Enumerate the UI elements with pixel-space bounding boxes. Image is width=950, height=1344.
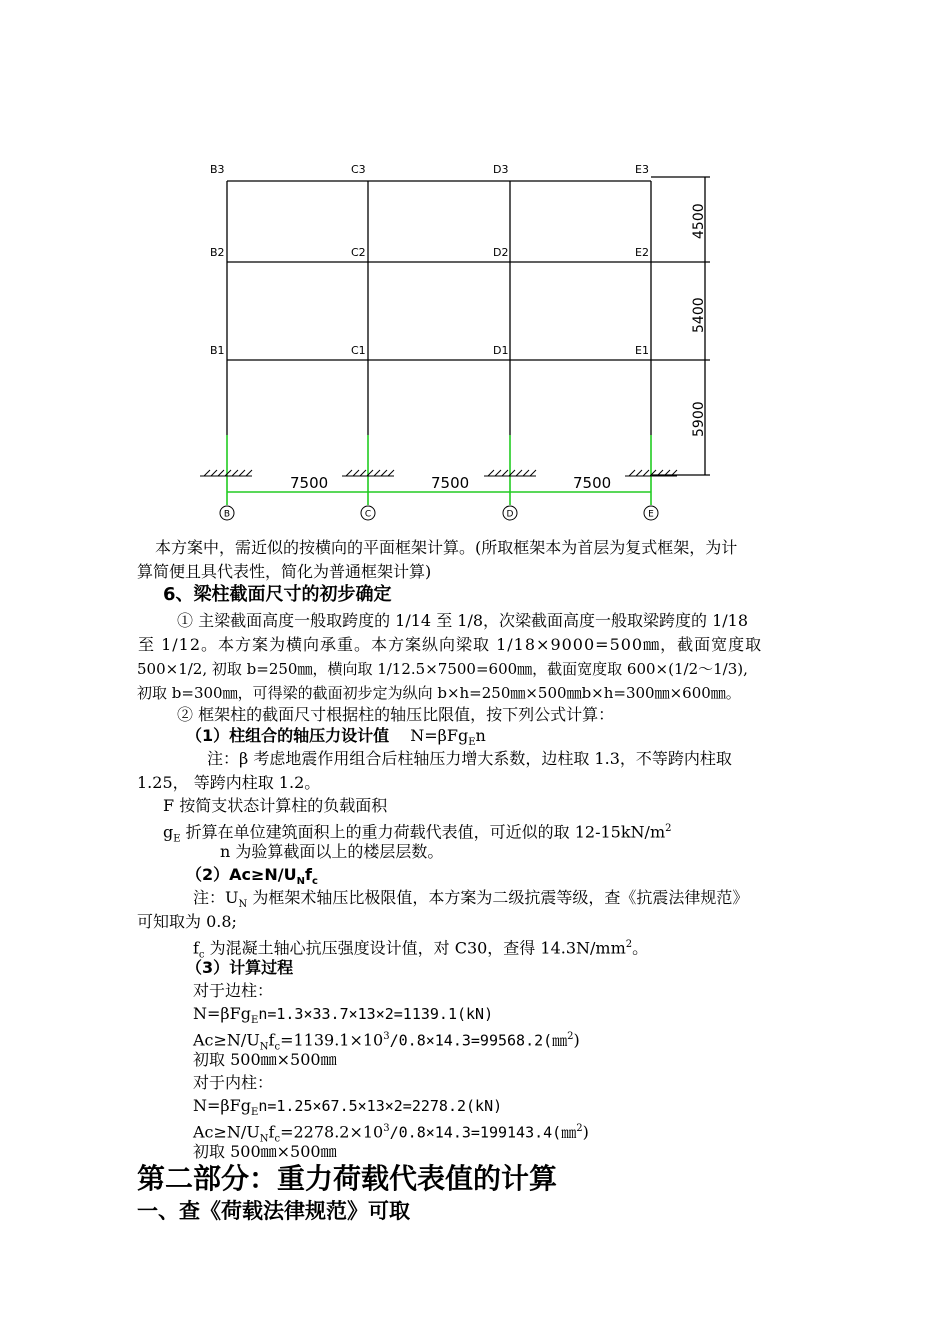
calc-line: 初取 500㎜×500㎜ xyxy=(193,1050,337,1069)
calc-text: n=1.3×33.7×13×2=1139.1(kN) xyxy=(258,1005,494,1023)
ground-hatch xyxy=(211,470,217,476)
symbol-sup: 2 xyxy=(665,823,672,834)
node-label: E1 xyxy=(635,344,649,357)
calc-text: N=βFg xyxy=(193,1096,251,1115)
paragraph-line: 500×1/2, 初取 b=250㎜，横向取 1/12.5×7500=600㎜，截面宽度取 600×(1/2～1/3), xyxy=(137,660,748,678)
calc-sub: N xyxy=(259,1041,269,1053)
symbol: g xyxy=(163,822,174,842)
definition-line: n 为验算截面以上的楼层层数。 xyxy=(220,842,444,861)
node-label: D2 xyxy=(493,246,509,259)
calc-text: f xyxy=(268,1122,275,1142)
height-label: 4500 xyxy=(691,203,707,239)
calc-text: =2278.2×10 xyxy=(280,1122,384,1142)
paragraph-line: 至 1/12。本方案为横向承重。本方案纵向梁取 1/18×9000=500㎜，截面宽度取 xyxy=(138,635,763,654)
span-label: 7500 xyxy=(573,474,612,492)
node-label: B2 xyxy=(210,246,225,259)
height-label: 5900 xyxy=(691,401,707,437)
symbol: f xyxy=(193,938,199,958)
frame-diagram xyxy=(190,155,730,525)
node-label: C3 xyxy=(351,163,366,176)
definition-line: F 按简支状态计算柱的负载面积 xyxy=(163,796,388,815)
ground-hatch xyxy=(346,470,352,476)
calc-text: Ac≥N/U xyxy=(193,1122,260,1142)
ground-hatch xyxy=(488,470,494,476)
calc-sub: N xyxy=(259,1133,269,1145)
span-label: 7500 xyxy=(290,474,329,492)
calc-sup: 2 xyxy=(567,1031,574,1042)
node-label: E2 xyxy=(635,246,649,259)
formula-text: （2）Ac≥N/U xyxy=(186,865,297,884)
ground-hatch xyxy=(516,470,522,476)
calc-text: Ac≥N/U xyxy=(193,1030,260,1050)
ground-hatch xyxy=(629,470,635,476)
paragraph-line: ② 框架柱的截面尺寸根据柱的轴压比限值，按下列公式计算： xyxy=(177,705,615,724)
note-text: 注：U xyxy=(193,888,239,907)
formula-sub: E xyxy=(468,737,476,749)
axis-label: E xyxy=(648,509,654,520)
formula-text: N=βFg xyxy=(410,726,469,745)
ground-hatch xyxy=(360,470,366,476)
ground-hatch xyxy=(225,470,231,476)
note-text: 为框架术轴压比极限值，本方案为二级抗震等级，查《抗震法律规范》 xyxy=(247,888,749,907)
axis-label: D xyxy=(506,509,514,520)
part-heading: 第二部分：重力荷载代表值的计算 xyxy=(137,1162,558,1195)
ground-hatch xyxy=(353,470,359,476)
calc-sup: 3 xyxy=(383,1031,390,1042)
formula xyxy=(410,726,486,749)
definition-text: 折算在单位建筑面积上的重力荷载代表值，可近似的取 12-15kN/m xyxy=(180,822,666,842)
calc-text: =1139.1×10 xyxy=(280,1030,384,1050)
ground-hatch xyxy=(218,470,224,476)
note-line xyxy=(193,887,748,916)
symbol-sub: N xyxy=(238,899,248,911)
calc-sub: E xyxy=(251,1015,259,1027)
ground-hatch xyxy=(495,470,501,476)
calc-line: 对于边柱： xyxy=(193,981,274,1000)
node-label: D1 xyxy=(493,344,509,357)
ground-hatch xyxy=(388,470,394,476)
calc-text: ) xyxy=(573,1030,580,1050)
calc-text: f xyxy=(268,1030,275,1050)
definition-text: 。 xyxy=(632,938,649,958)
calc-text: N=βFg xyxy=(193,1004,251,1023)
node-label: B1 xyxy=(210,344,225,357)
ground-hatch xyxy=(381,470,387,476)
calc-sub: c xyxy=(274,1041,281,1053)
calc-sup: 3 xyxy=(383,1123,390,1134)
calc-text: /0.8×14.3=199143.4(㎜ xyxy=(389,1123,577,1142)
ground-hatch xyxy=(374,470,380,476)
height-label: 5400 xyxy=(691,297,707,333)
symbol-sup: 2 xyxy=(625,939,633,950)
section-heading: 一、查《荷载法律规范》可取 xyxy=(137,1199,410,1223)
paragraph-line: 初取 b=300㎜，可得梁的截面初步定为纵向 b×h=250㎜×500㎜b×h=300㎜×600㎜。 xyxy=(137,684,741,702)
node-label: B3 xyxy=(210,163,225,176)
definition-text: 为混凝土轴心抗压强度设计值，对 C30，查得 14.3N/mm xyxy=(204,938,626,958)
span-label: 7500 xyxy=(431,474,470,492)
ground-hatch xyxy=(643,470,649,476)
note-line: 可知取为 0.8; xyxy=(137,912,237,931)
formula-sub: N xyxy=(296,876,306,888)
ground-hatch xyxy=(502,470,508,476)
calc-text: ) xyxy=(582,1122,589,1142)
axis-label: C xyxy=(364,509,372,520)
subsection-title: （1）柱组合的轴压力设计值 xyxy=(186,726,390,745)
subsection-title: （3）计算过程 xyxy=(186,958,294,977)
calc-sub: c xyxy=(274,1133,281,1145)
ground-hatch xyxy=(636,470,642,476)
ground-hatch xyxy=(523,470,529,476)
calc-sub: E xyxy=(251,1107,259,1119)
calc-sup: 2 xyxy=(576,1123,583,1134)
ground-hatch xyxy=(246,470,252,476)
axis-label: B xyxy=(223,509,231,520)
formula-text: f xyxy=(305,865,312,884)
formula-text: n xyxy=(475,726,486,745)
calc-line: 对于内柱： xyxy=(193,1073,274,1092)
calc-text: /0.8×14.3=99568.2(㎜ xyxy=(389,1031,568,1050)
paragraph-line: ① 主梁截面高度一般取跨度的 1/14 至 1/8，次梁截面高度一般取梁跨度的 1/18 xyxy=(177,611,749,630)
node-label: C1 xyxy=(351,344,366,357)
node-label: D3 xyxy=(493,163,509,176)
formula-sub: c xyxy=(311,876,318,888)
section-heading: 6、梁柱截面尺寸的初步确定 xyxy=(163,584,392,605)
paragraph-line: 本方案中，需近似的按横向的平面框架计算。(所取框架本为首层为复式框架，为计 xyxy=(155,538,738,557)
calc-text: n=1.25×67.5×13×2=2278.2(kN) xyxy=(258,1097,503,1115)
ground-hatch xyxy=(232,470,238,476)
paragraph-line: 算简便且具代表性，简化为普通框架计算) xyxy=(137,562,432,581)
note-line: 注：β 考虑地震作用组合后柱轴压力增大系数，边柱取 1.3，不等跨内柱取 xyxy=(207,749,732,768)
symbol-sub: E xyxy=(173,833,181,845)
calc-line: 初取 500㎜×500㎜ xyxy=(193,1142,337,1161)
ground-hatch xyxy=(239,470,245,476)
symbol-sub: c xyxy=(198,949,205,961)
node-label: E3 xyxy=(635,163,649,176)
note-line: 1.25， 等跨内柱取 1.2。 xyxy=(137,773,321,792)
node-label: C2 xyxy=(351,246,366,259)
ground-hatch xyxy=(204,470,210,476)
ground-hatch xyxy=(530,470,536,476)
